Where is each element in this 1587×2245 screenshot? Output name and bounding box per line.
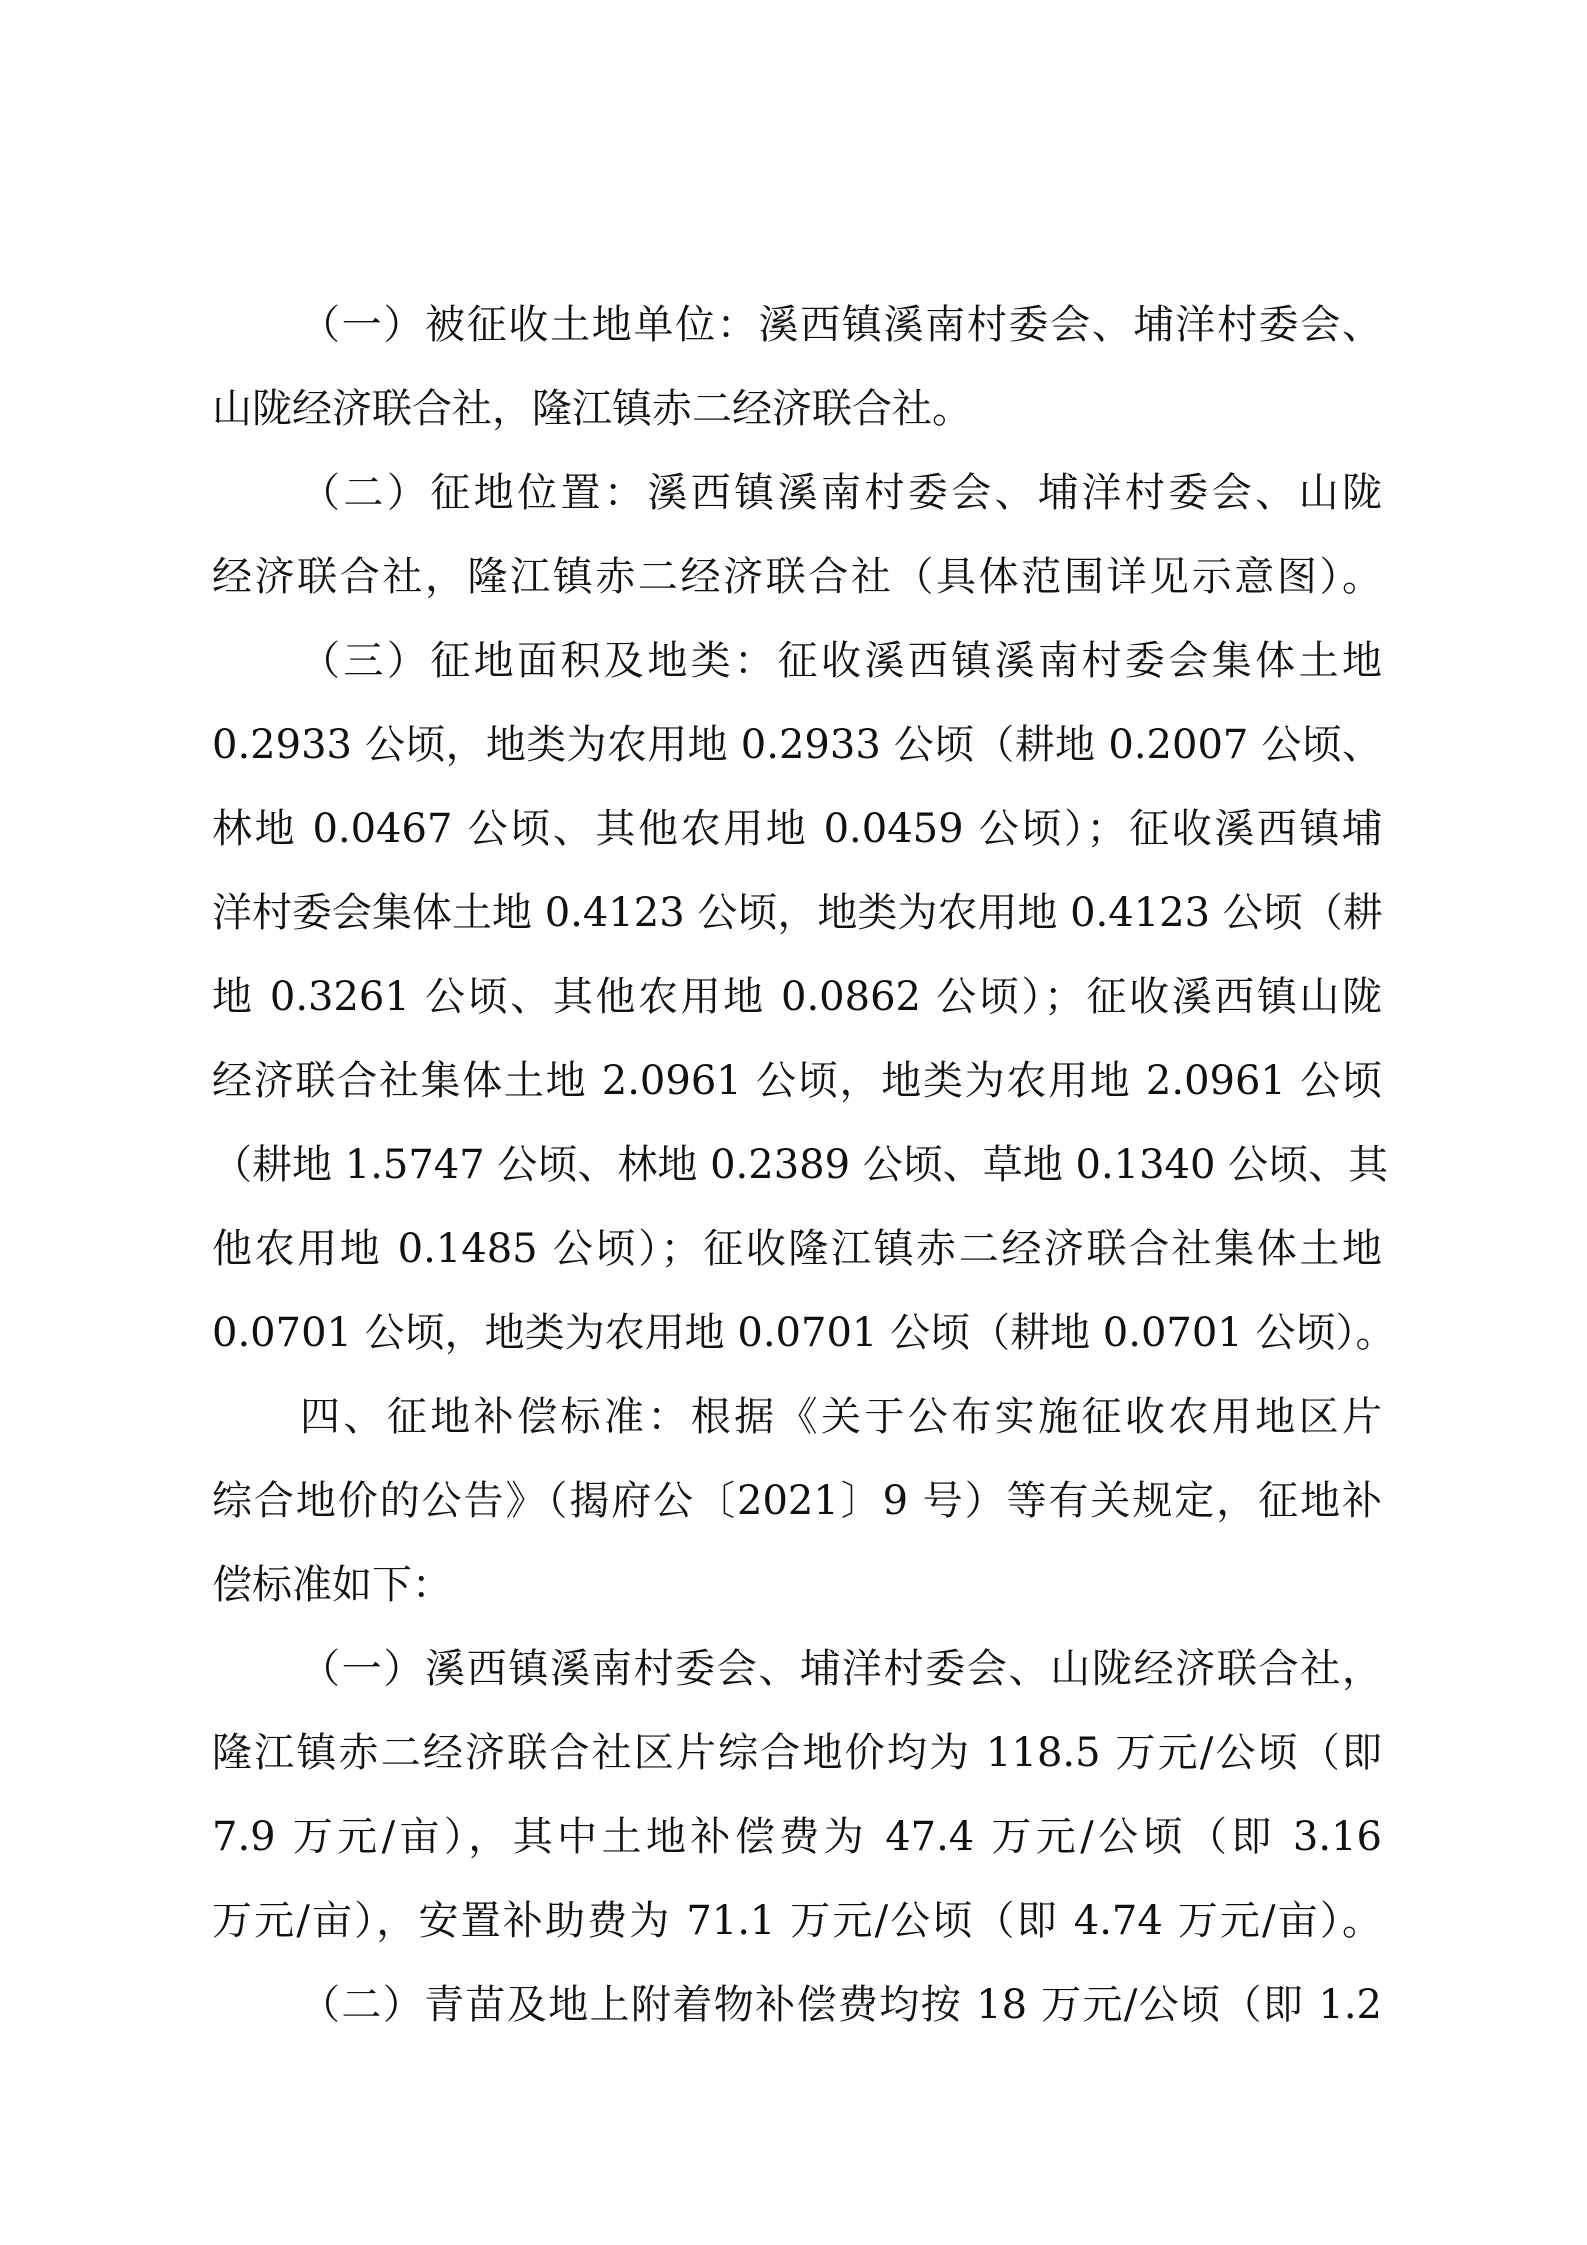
text-line: 万元/亩），安置补助费为 71.1 万元/公顷（即 4.74 万元/亩）。 xyxy=(212,1898,1382,1944)
text-line: 0.0701 公顷，地类为农用地 0.0701 公顷（耕地 0.0701 公顷）。 xyxy=(212,1310,1396,1356)
section-heading: 四、征地补偿标准：根据《关于公布实施征收农用地区片 xyxy=(300,1394,1382,1440)
text-line: 综合地价的公告》（揭府公〔2021〕9 号）等有关规定，征地补 xyxy=(212,1478,1382,1524)
text-line: （一）溪西镇溪南村委会、埔洋村委会、山陇经济联合社， xyxy=(300,1646,1382,1692)
text-line: 地 0.3261 公顷、其他农用地 0.0862 公顷）；征收溪西镇山陇 xyxy=(212,974,1382,1020)
text-line: 0.2933 公顷，地类为农用地 0.2933 公顷（耕地 0.2007 公顷、 xyxy=(212,722,1382,768)
text-line: （耕地 1.5747 公顷、林地 0.2389 公顷、草地 0.1340 公顷、其 xyxy=(212,1142,1389,1188)
text-line: 隆江镇赤二经济联合社区片综合地价均为 118.5 万元/公顷（即 xyxy=(212,1730,1382,1776)
text-line: 他农用地 0.1485 公顷）；征收隆江镇赤二经济联合社集体土地 xyxy=(212,1226,1382,1272)
text-line: （一）被征收土地单位：溪西镇溪南村委会、埔洋村委会、 xyxy=(300,302,1382,348)
text-line: 7.9 万元/亩），其中土地补偿费为 47.4 万元/公顷（即 3.16 xyxy=(212,1814,1382,1860)
text-line: 林地 0.0467 公顷、其他农用地 0.0459 公顷）；征收溪西镇埔 xyxy=(212,806,1382,852)
text-line: （二）征地位置：溪西镇溪南村委会、埔洋村委会、山陇 xyxy=(300,470,1382,516)
text-line: （二）青苗及地上附着物补偿费均按 18 万元/公顷（即 1.2 xyxy=(300,1982,1382,2028)
text-line: 经济联合社集体土地 2.0961 公顷，地类为农用地 2.0961 公顷 xyxy=(212,1058,1382,1104)
text-line: 洋村委会集体土地 0.4123 公顷，地类为农用地 0.4123 公顷（耕 xyxy=(212,890,1383,936)
text-line: 山陇经济联合社，隆江镇赤二经济联合社。 xyxy=(212,386,972,432)
text-line: 偿标准如下： xyxy=(212,1562,452,1608)
text-line: （三）征地面积及地类：征收溪西镇溪南村委会集体土地 xyxy=(300,638,1382,684)
text-line: 经济联合社，隆江镇赤二经济联合社（具体范围详见示意图）。 xyxy=(212,554,1382,600)
